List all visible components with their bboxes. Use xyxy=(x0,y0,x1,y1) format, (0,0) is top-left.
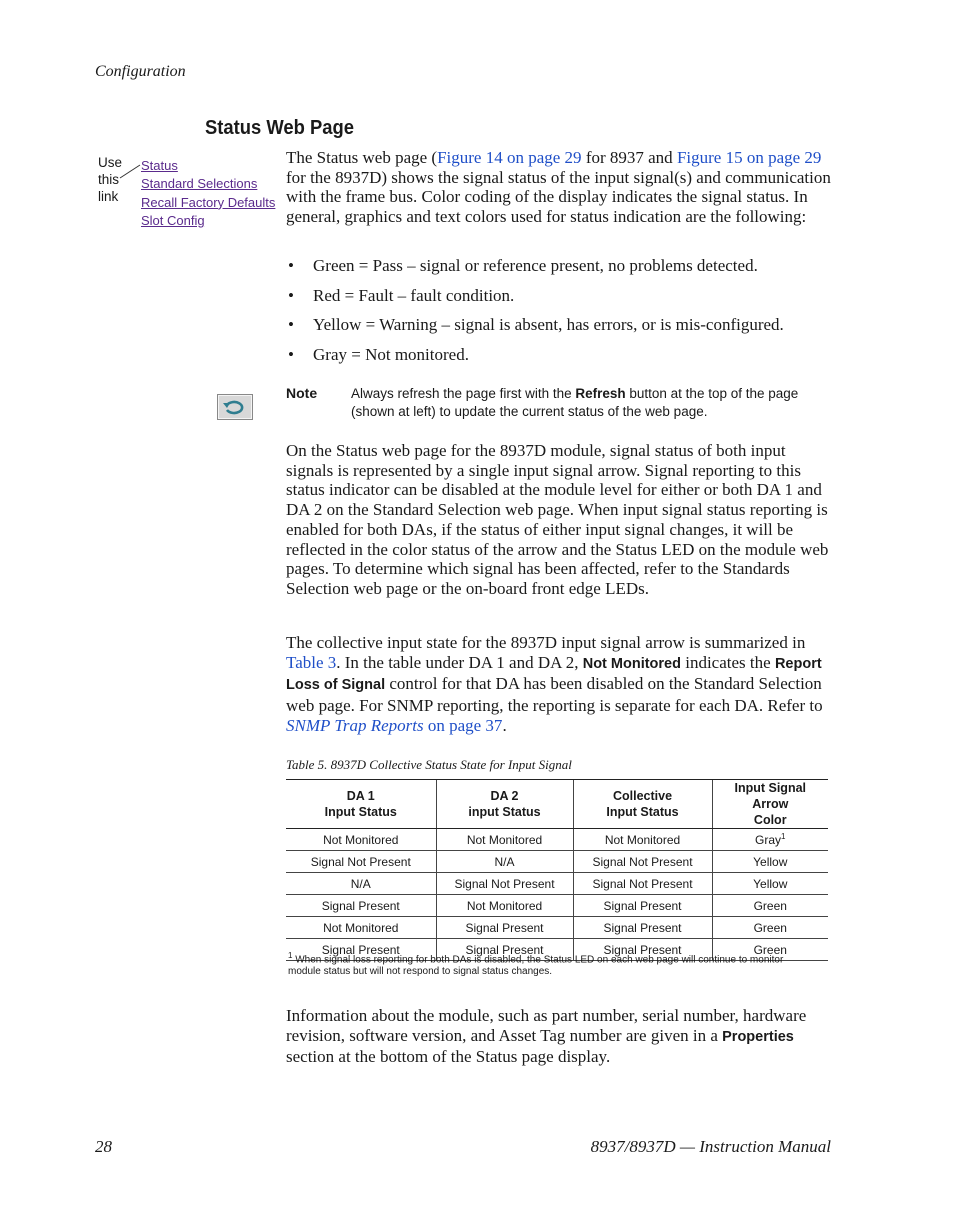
column-header-da1: DA 1 Input Status xyxy=(286,780,436,829)
list-item: • Red = Fault – fault condition. xyxy=(288,285,515,305)
column-header-arrow-color: Input Signal Arrow Color xyxy=(712,780,828,829)
status-color-list xyxy=(288,256,848,374)
note-text: Always refresh the page first with the Refresh button at the top of the page (shown at left) to update the current status of the web page. xyxy=(351,386,799,419)
nav-link-standard-selections[interactable]: Standard Selections xyxy=(141,176,258,192)
table-caption: Table 5. 8937D Collective Status State for Input Signal xyxy=(286,757,572,772)
column-header-collective: Collective Input Status xyxy=(573,780,712,829)
table-row: Signal Present Not Monitored Signal Present Green xyxy=(286,895,828,917)
figure-14-link[interactable]: Figure 14 on page 29 xyxy=(437,148,582,167)
table-row: Signal Present Signal Present Signal Present Green xyxy=(286,939,828,961)
running-header: Configuration xyxy=(95,63,186,80)
nav-link-slot-config[interactable]: Slot Config xyxy=(141,212,205,228)
pointer-line xyxy=(118,163,142,179)
table-row: Signal Not Present N/A Signal Not Present Yellow xyxy=(286,851,828,873)
web-page-nav xyxy=(141,157,275,230)
table-row: Not Monitored Not Monitored Not Monitored Gray$^1$ xyxy=(286,829,828,851)
section-title: Status Web Page xyxy=(205,117,354,139)
column-header-da2: DA 2 input Status xyxy=(436,780,573,829)
intro-paragraph: The Status web page (Figure 14 on page 29 for 8937 and Figure 15 on page 29 for the 8937D) shows the signal status of the input signal(s) and communication with the frame bus. Color coding of the display indicates the signal status. In general, graphics and text colors used for status indication are the following: xyxy=(286,148,831,227)
nav-link-recall-factory-defaults[interactable]: Recall Factory Defaults xyxy=(141,194,276,210)
refresh-icon xyxy=(217,394,253,420)
properties-paragraph: Information about the module, such as part number, serial number, hardware revision, software version, and Asset Tag number are given in a Properties section at the bottom of the Status page display. xyxy=(286,1006,807,1067)
list-item: • Green = Pass – signal or reference present, no problems detected. xyxy=(288,256,758,275)
table-row: N/A Signal Not Present Signal Not Present Yellow xyxy=(286,873,828,895)
page-number: 28 xyxy=(95,1137,112,1156)
collective-status-table xyxy=(286,779,828,961)
table-3-link[interactable]: Table 3 xyxy=(286,652,337,672)
nav-link-status[interactable]: Status xyxy=(141,158,178,173)
collective-state-paragraph: The collective input state for the 8937D input signal arrow is summarized in Table 3. In the table under DA 1 and DA 2, Not Monitored indicates the Report Loss of Signal control for that DA has been disabled on the Standard Selection web page. For SNMP reporting, the reporting is separate for each DA. Refer to SNMP Trap Reports on page 37. xyxy=(286,633,823,735)
list-item: • Gray = Not monitored. xyxy=(288,344,469,364)
list-item: • Yellow = Warning – signal is absent, has errors, or is mis-configured. xyxy=(288,315,784,334)
signal-arrow-paragraph: On the Status web page for the 8937D module, signal status of both input signals is represented by a single input signal arrow. Signal reporting to this status indicator can be disabled at the module level for either or both DA 1 and DA 2 on the Standard Selection web page. When input signal status reporting is enabled for both DAs, if the status of either input signal changes, it will be reflected in the color status of the arrow and the Status LED on the module web pages. To determine which signal has been affected, refer to the Standards Selection web page or the on-board front edge LEDs. xyxy=(286,441,829,598)
note-label: Note xyxy=(286,385,318,401)
use-this-link-label: Use this link xyxy=(98,155,123,204)
snmp-trap-reports-link[interactable]: SNMP Trap Reports on page 37 xyxy=(286,715,503,735)
table-row: Not Monitored Signal Present Signal Present Green xyxy=(286,917,828,939)
manual-title: 8937/8937D — Instruction Manual xyxy=(590,1137,831,1156)
figure-15-link[interactable]: Figure 15 on page 29 xyxy=(676,148,822,167)
table-header-row xyxy=(286,780,828,829)
table-footnote: $^1$ When signal loss reporting for both DAs is disabled, the Status LED on each web page will continue to monitor module status but will not respond to signal status changes. xyxy=(288,951,784,978)
